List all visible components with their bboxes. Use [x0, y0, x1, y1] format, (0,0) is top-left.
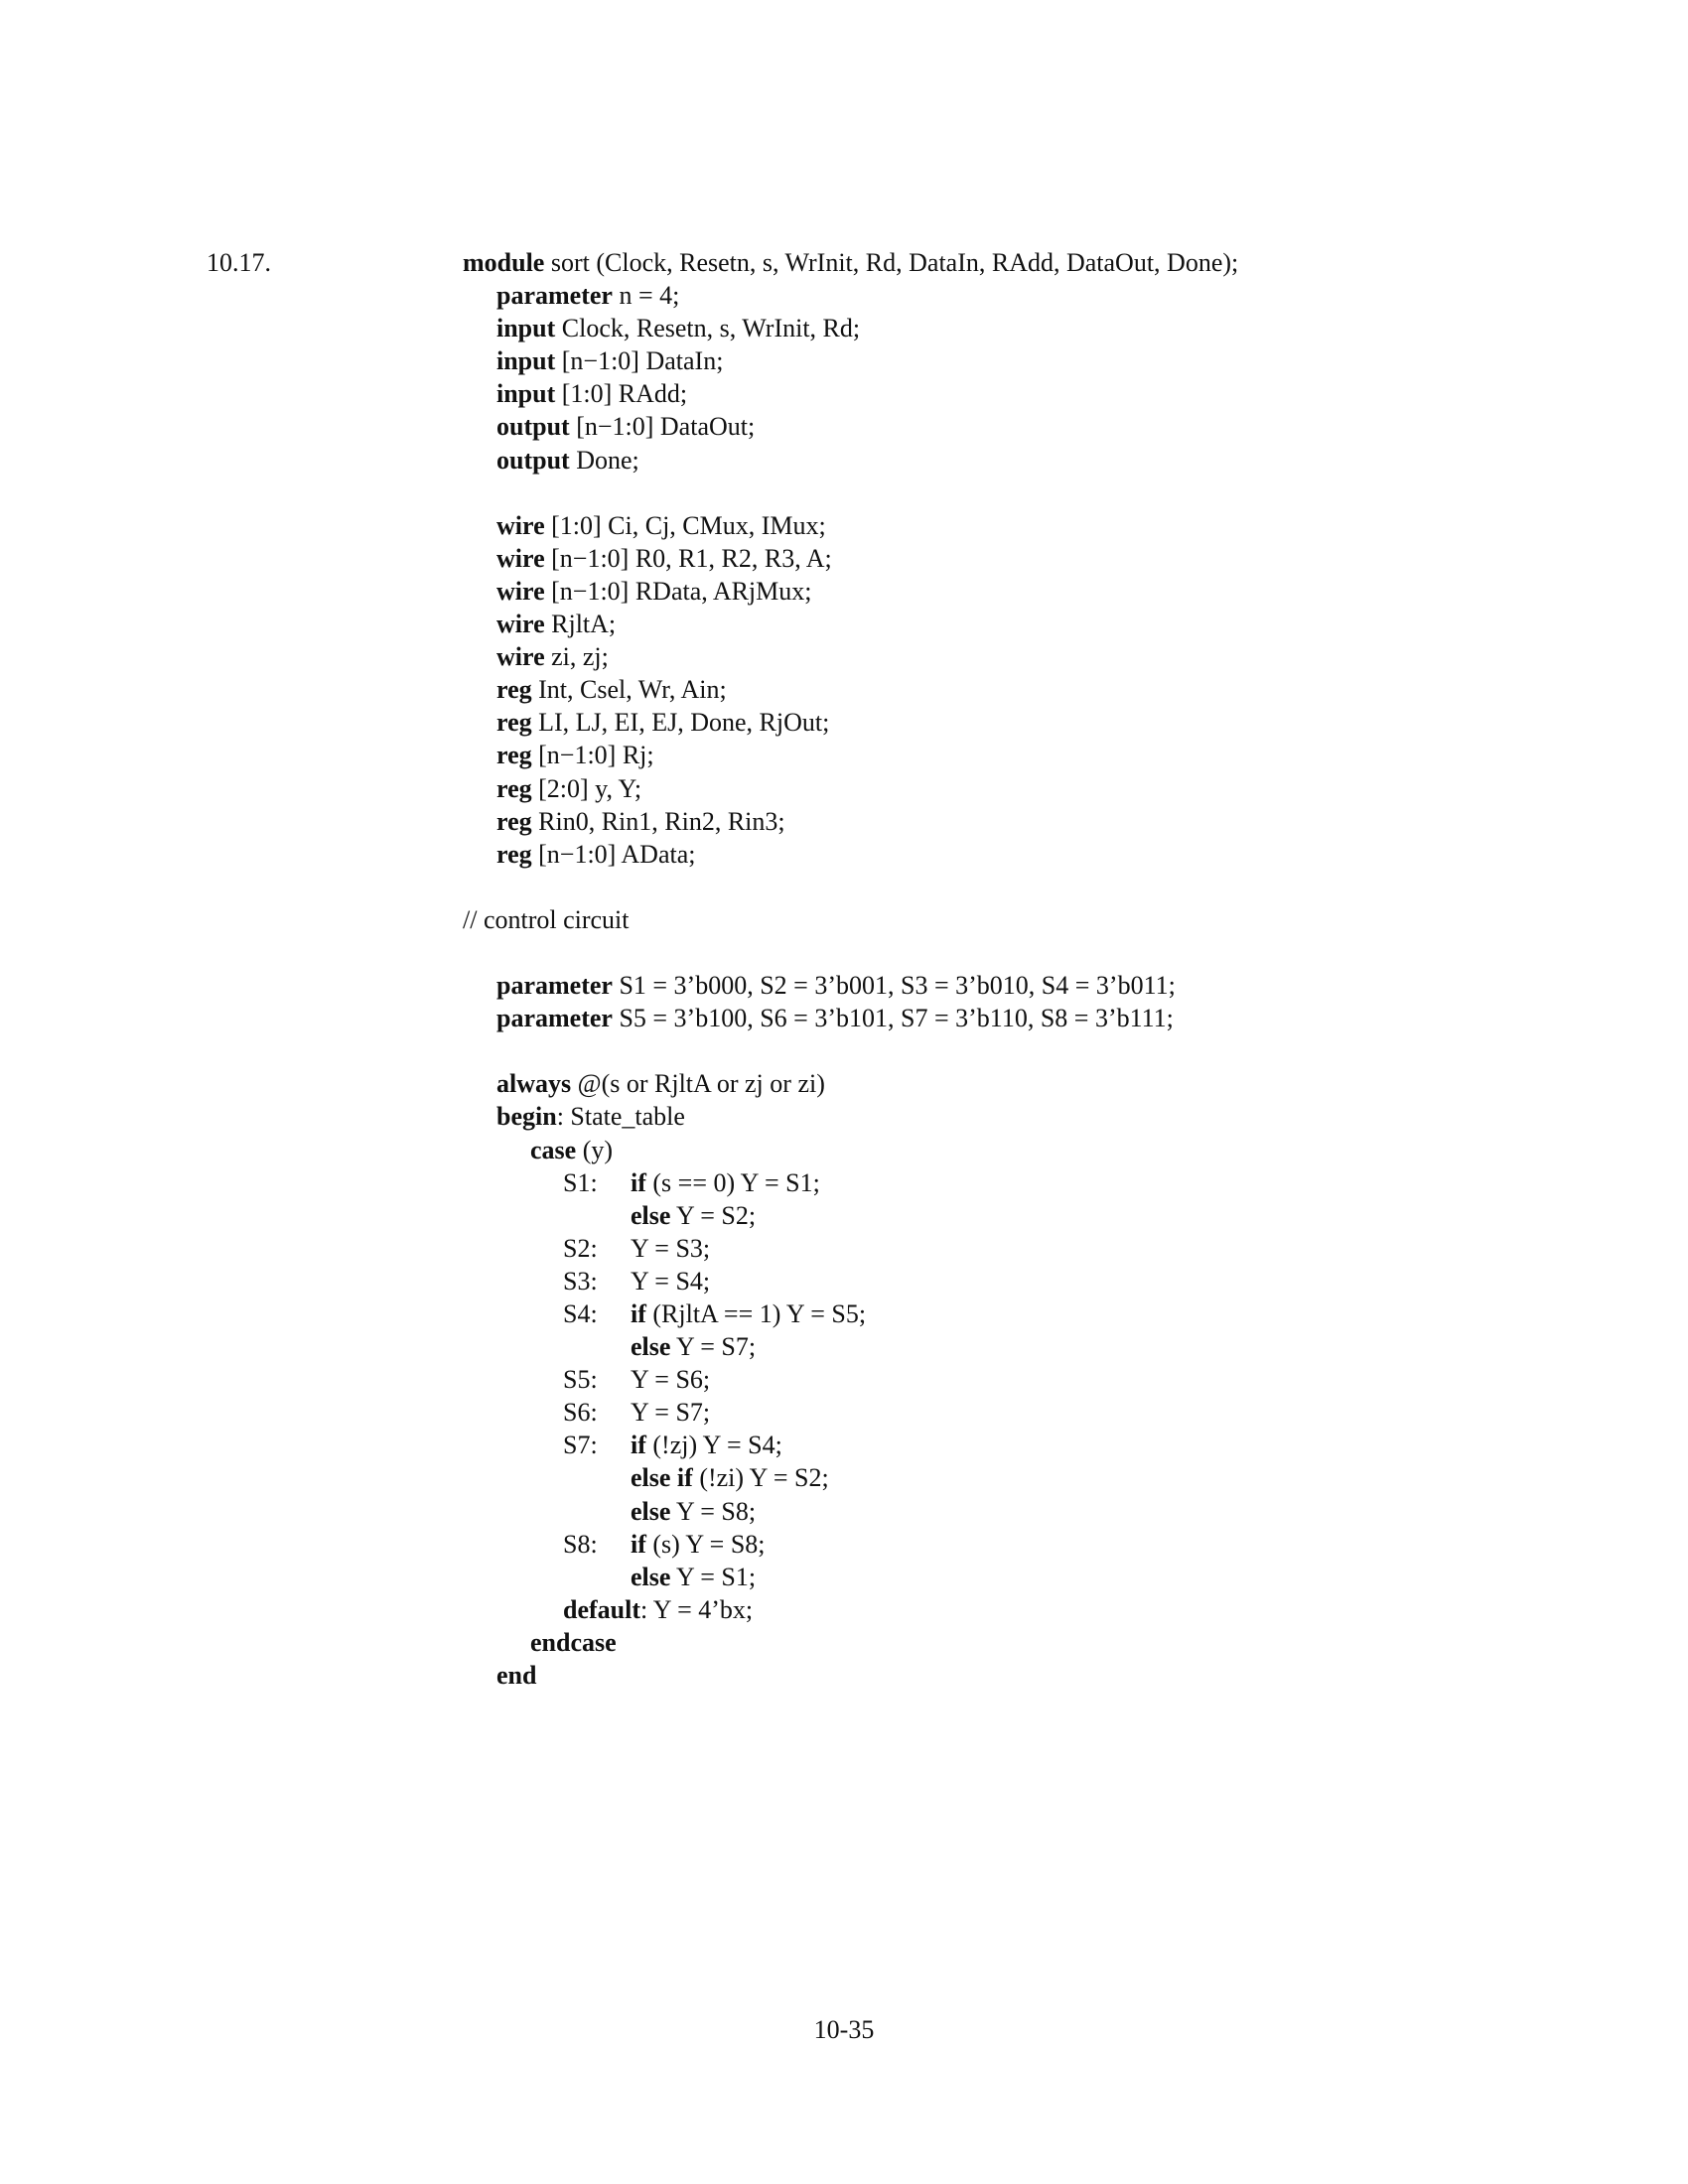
keyword: if — [631, 1529, 646, 1559]
keyword: parameter — [496, 1004, 613, 1033]
declaration-line — [463, 673, 1605, 706]
case-label: S8: — [563, 1529, 598, 1559]
statement-text: (s == 0) Y = S1; — [645, 1167, 820, 1197]
keyword: else — [631, 1200, 671, 1230]
statement-text: S5 = 3’b100, S6 = 3’b101, S7 = 3’b110, S8 = 3’b111; — [612, 1004, 1174, 1033]
keyword: output — [496, 412, 570, 442]
declaration-line — [463, 312, 1605, 344]
case-item-line — [463, 1495, 1605, 1528]
begin-keyword: begin — [496, 1102, 557, 1132]
keyword: wire — [496, 576, 545, 606]
statement-text: (!zj) Y = S4; — [645, 1431, 782, 1460]
keyword: wire — [496, 610, 545, 639]
statement-text: zi, zj; — [544, 642, 609, 672]
case-expression: (y) — [576, 1135, 614, 1164]
case-label: S3: — [563, 1266, 598, 1296]
statement-text: Int, Csel, Wr, Ain; — [531, 675, 727, 705]
code-comment: // control circuit — [463, 904, 630, 934]
keyword: else — [631, 1562, 671, 1591]
case-item-line — [463, 1396, 1605, 1429]
declaration-line — [463, 444, 1605, 477]
statement-text: Clock, Resetn, s, WrInit, Rd; — [555, 314, 861, 343]
keyword: input — [496, 346, 556, 376]
case-item-line — [463, 1363, 1605, 1396]
case-item-line — [463, 1232, 1605, 1265]
keyword: parameter — [496, 971, 613, 1001]
keyword: output — [496, 445, 570, 475]
case-label: S4: — [563, 1299, 598, 1328]
case-label: S6: — [563, 1398, 598, 1428]
statement-text: [n−1:0] DataOut; — [569, 412, 756, 442]
case-label: S2: — [563, 1233, 598, 1263]
declaration-line — [463, 509, 1605, 542]
statement-text: S1 = 3’b000, S2 = 3’b001, S3 = 3’b010, S4 = 3’b011; — [612, 971, 1176, 1001]
block-label: : State_table — [556, 1102, 685, 1132]
statement-text: n = 4; — [612, 281, 680, 311]
case-item-line — [463, 1166, 1605, 1199]
case-item-line — [463, 1297, 1605, 1330]
declaration-line — [463, 706, 1605, 739]
case-item-line — [463, 1429, 1605, 1461]
statement-text: Y = S4; — [631, 1266, 711, 1296]
verilog-code-listing — [463, 246, 1605, 1692]
module-signature: sort (Clock, Resetn, s, WrInit, Rd, DataIn, RAdd, DataOut, Done); — [544, 248, 1239, 277]
statement-text: [n−1:0] RData, ARjMux; — [544, 576, 812, 606]
statement-text: Y = S3; — [631, 1233, 711, 1263]
keyword: else — [631, 1496, 671, 1526]
default-statement: : Y = 4’bx; — [640, 1594, 754, 1624]
parameter-line — [463, 1002, 1605, 1034]
statement-text: LI, LJ, EI, EJ, Done, RjOut; — [531, 708, 830, 738]
statement-text: Y = S7; — [631, 1398, 711, 1428]
statement-text: [n−1:0] R0, R1, R2, R3, A; — [544, 543, 832, 573]
page-number: 10-35 — [813, 2015, 875, 2044]
keyword: reg — [496, 741, 532, 770]
case-line — [463, 1134, 1605, 1166]
case-item-line — [463, 1265, 1605, 1297]
case-items — [463, 1166, 1605, 1593]
case-label: S7: — [563, 1431, 598, 1460]
keyword: input — [496, 379, 556, 409]
keyword: reg — [496, 675, 532, 705]
case-label: S1: — [563, 1167, 598, 1197]
sensitivity-list: @(s or RjltA or zj or zi) — [571, 1069, 825, 1099]
case-item-line — [463, 1528, 1605, 1561]
statement-text: [n−1:0] AData; — [531, 839, 696, 869]
declaration-line — [463, 640, 1605, 673]
case-label: S5: — [563, 1365, 598, 1395]
case-item-line — [463, 1199, 1605, 1232]
declaration-line — [463, 805, 1605, 838]
keyword: if — [631, 1299, 646, 1328]
case-item-line — [463, 1330, 1605, 1363]
statement-text: (s) Y = S8; — [645, 1529, 766, 1559]
signal-declarations — [463, 509, 1605, 871]
keyword: if — [631, 1167, 646, 1197]
endcase-line — [463, 1626, 1605, 1659]
keyword: else — [631, 1332, 671, 1362]
statement-text: [1:0] Ci, Cj, CMux, IMux; — [544, 510, 826, 540]
end-keyword: end — [496, 1661, 537, 1691]
case-keyword: case — [530, 1135, 577, 1164]
declaration-line — [463, 344, 1605, 377]
port-declarations — [463, 279, 1605, 477]
keyword: reg — [496, 806, 532, 836]
keyword: reg — [496, 839, 532, 869]
statement-text: Rin0, Rin1, Rin2, Rin3; — [531, 806, 785, 836]
declaration-line — [463, 542, 1605, 575]
case-item-line — [463, 1561, 1605, 1593]
end-line — [463, 1659, 1605, 1692]
keyword: if — [631, 1431, 646, 1460]
statement-text: [1:0] RAdd; — [555, 379, 688, 409]
statement-text: Y = S2; — [670, 1200, 757, 1230]
declaration-line — [463, 772, 1605, 805]
state-parameters — [463, 969, 1605, 1034]
statement-text: RjltA; — [544, 610, 617, 639]
statement-text: Y = S7; — [670, 1332, 757, 1362]
default-line — [463, 1593, 1605, 1626]
parameter-line — [463, 969, 1605, 1002]
module-declaration-line — [463, 246, 1605, 279]
keyword: parameter — [496, 281, 613, 311]
keyword: else if — [631, 1463, 693, 1493]
statement-text: Y = S1; — [670, 1562, 757, 1591]
declaration-line — [463, 377, 1605, 410]
declaration-line — [463, 608, 1605, 640]
keyword: reg — [496, 773, 532, 803]
statement-text: Y = S8; — [670, 1496, 757, 1526]
statement-text: (!zi) Y = S2; — [692, 1463, 829, 1493]
statement-text: Done; — [569, 445, 639, 475]
always-line — [463, 1067, 1605, 1100]
endcase-keyword: endcase — [530, 1627, 617, 1657]
default-keyword: default — [563, 1594, 640, 1624]
begin-line — [463, 1100, 1605, 1133]
statement-text: [2:0] y, Y; — [531, 773, 642, 803]
keyword: reg — [496, 708, 532, 738]
keyword: wire — [496, 543, 545, 573]
statement-text: [n−1:0] DataIn; — [555, 346, 724, 376]
always-keyword: always — [496, 1069, 572, 1099]
statement-text: (RjltA == 1) Y = S5; — [645, 1299, 867, 1328]
declaration-line — [463, 838, 1605, 871]
keyword: input — [496, 314, 556, 343]
declaration-line — [463, 575, 1605, 608]
keyword: wire — [496, 642, 545, 672]
declaration-line — [463, 739, 1605, 771]
statement-text: Y = S6; — [631, 1365, 711, 1395]
problem-number: 10.17. — [207, 248, 271, 277]
case-item-line — [463, 1461, 1605, 1494]
keyword: wire — [496, 510, 545, 540]
module-keyword: module — [463, 248, 545, 277]
statement-text: [n−1:0] Rj; — [531, 741, 654, 770]
declaration-line — [463, 410, 1605, 443]
declaration-line — [463, 279, 1605, 312]
